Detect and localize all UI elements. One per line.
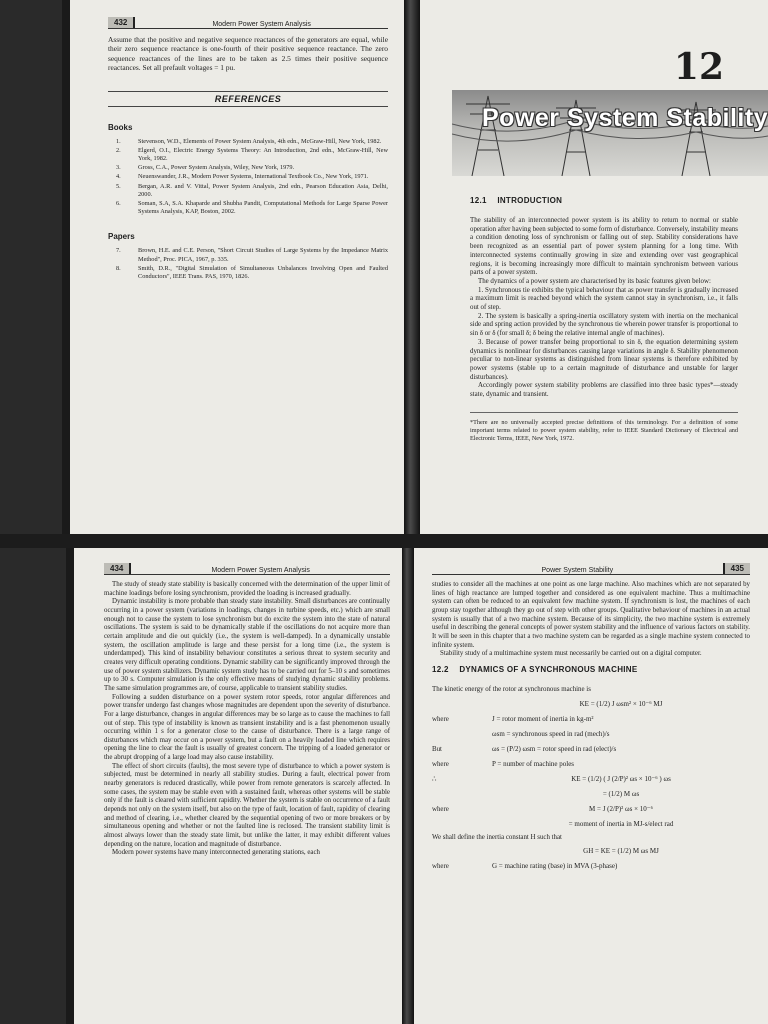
equation-ke3: = (1/2) M ωs xyxy=(602,789,640,798)
page-edge xyxy=(66,548,74,1024)
book-spine xyxy=(402,548,414,1024)
page-432 xyxy=(70,0,410,534)
equation-where: where P = number of machine poles xyxy=(432,759,575,768)
page-chapter-12 xyxy=(420,0,768,534)
books-heading: Books xyxy=(108,122,133,132)
chapter-title: Power System Stability xyxy=(482,104,768,132)
paragraph: Stability study of a multimachine system must necessarily be carried out on a digital computer. xyxy=(440,650,702,658)
papers-heading: Papers xyxy=(108,232,135,242)
equation-ke: KE = (1/2) J ωsm² × 10⁻⁶ MJ xyxy=(579,699,663,708)
section-heading xyxy=(470,196,738,205)
list-item: 2. Elgerd, O.I., Electric Energy Systems Theory: An Introduction, 2nd edn., McGraw-Hill, New York, 1982. xyxy=(116,146,388,163)
section-heading xyxy=(432,665,750,674)
transmission-tower-icon xyxy=(452,90,768,176)
paragraph: The stability of an interconnected power system is its ability to return to normal or stable operation after having been subjected to some form of disturbance. Conversely, instability means a condition denoting loss of synchronism or falling out of step. Stability considerations have been recognized as an essential part of power system planning for a long time. With interconnected systems continually growing in size and extending over vast geographical regions, it is becoming increasingly more difficult to maintain synchronism between various parts of a power system. xyxy=(470,217,738,277)
running-head-title: Power System Stability xyxy=(541,567,614,574)
equation-ke2: ∴ KE = (1/2) ( J (2/P)² ωs × 10⁻⁶ ) ωs xyxy=(432,774,671,783)
running-header xyxy=(432,558,750,575)
book-spine xyxy=(404,0,420,534)
equation-m: where M = J (2/P)² ωs × 10⁻⁶ xyxy=(432,804,653,813)
equation-g: where G = machine rating (base) in MVA (3-phase) xyxy=(432,862,618,871)
list-item: 1. Stevenson, W.D., Elements of Power System Analysis, 4th edn., McGraw-Hill, New York, 1982. xyxy=(116,137,382,145)
running-header xyxy=(104,558,390,575)
paragraph: The study of steady state stability is basically concerned with the determination of the upper limit of machine loadings before losing synchronism, provided the loading is increased gradually. xyxy=(104,581,390,597)
section-title: INTRODUCTION xyxy=(497,196,563,205)
chapter-banner xyxy=(452,90,768,176)
paragraph: The dynamics of a power system are characterised by its basic features given below: xyxy=(478,277,711,285)
equation-where: where J = rotor moment of inertia in kg-m² xyxy=(432,714,594,723)
list-item: 8. Smith, D.R., "Digital Simulation of Simultaneous Unbalances Involving Open and Faulted Conductors", IEEE Trans. PAS, 1970, 1826. xyxy=(116,264,388,281)
page-number: 435 xyxy=(723,563,750,574)
paragraph: studies to consider all the machines at one point as one large machine. Also machines which are not separated by lines of high reactance are lumped together and considered as one equivalent machine. Thus a multimachine system can often be reduced to an equivalent few machine system. If synchronism is lost, the machines of each group stay together although they go out of step with other groups. Qualitative behaviour of machines in an actual system is usually that of a two machine system. Because of its simplicity, the two machine system is extremely useful in describing the general concepts of power system stability and the influence of various factors on stability. It will be seen in this chapter that a two machine system can be regarded as a single machine system connected to infinite system. xyxy=(432,581,750,649)
paragraph: The effect of short circuits (faults), the most severe type of disturbance to which a power system is subjected, must be determined in nearly all stability studies. During a fault, electrical power from nearby generators is reduced drastically, while power from remote generators is scarcely affected. In some cases, the system may be stable even with a sustained fault, whereas other systems will be stable only if the fault is cleared with sufficient rapidity. Whether the system is stable on occurrence of a fault depends not only on the system itself, but also on the type of fault, location of fault, rapidity of clearing and method of clearing, i.e., whether cleared by the sequential opening of two or more breakers or by simultaneous opening and whether or not the faulted line is reclosed. The transient stability limit is almost always lower than the steady state limit, but unlike the latter, it may exhibit different values depending on the nature, location and magnitude of disturbance. xyxy=(104,762,390,848)
footnote: *There are no universally accepted precise definitions of this terminology. For a definition of some important terms related to power system stability, refer to IEEE Standard Dictionary of Electrical and Electronic Terms, IEEE, New York, 1972. xyxy=(470,412,738,443)
list-item: 5. Bergan, A.R. and V. Vittal, Power System Analysis, 2nd edn., Pearson Education Asia, Delhi, 2000. xyxy=(116,182,388,198)
list-item: 4. Neuenswander, J.R., Modern Power Systems, International Textbook Co., New York, 1971. xyxy=(116,173,369,181)
page-434 xyxy=(74,548,404,1024)
page-number: 432 xyxy=(108,17,135,28)
paragraph: Accordingly power system stability problems are classified into three basic types*—steady state, dynamic and transient. xyxy=(470,382,738,399)
page-gap xyxy=(0,534,768,548)
references-heading: REFERENCES xyxy=(108,91,388,107)
running-header xyxy=(108,12,388,29)
paragraph: Dynamic instability is more probable than steady state instability. Small disturbances are continually occurring in a power system (variations in loadings, changes in turbine speeds, etc.) which are small enough not to cause the system to lose synchronism but do excite the system into the state of natural oscillations. The system is said to be dynamically stable if the oscillations do not acquire more than certain amplitude and die out quickly (i.e., the system is well-damped). In a dynamically unstable system, the oscillation amplitude is large and these persist for a long time (i.e., the system is underdamped). This kind of instability behaviour constitutes a serious threat to system security and creates very difficult operating conditions. Dynamic stability can be significantly improved through the use of power system stabilizers. Dynamic system study has to be carried out for 5–10 s and sometimes up to 30 s. Computer simulation is the only effective means of studying dynamic stability problems. The same simulation programmes are, of course, applicable to transient stability studies. xyxy=(104,598,390,692)
papers-list xyxy=(108,247,388,281)
equation-gh: GH = KE = (1/2) M ωs MJ xyxy=(583,847,659,856)
books-list xyxy=(108,138,388,217)
equation-where: ωsm = synchronous speed in rad (mech)/s xyxy=(492,729,610,738)
chapter-number: 12 xyxy=(673,46,724,88)
paragraph: 1. Synchronous tie exhibits the typical behaviour that as power transfer is gradually increased a maximum limit is reached beyond which the system cannot stay in synchronism, i.e., it falls out of step. xyxy=(470,286,738,312)
page-435 xyxy=(412,548,768,1024)
section-title: DYNAMICS OF A SYNCHRONOUS MACHINE xyxy=(459,664,638,674)
list-item: 6. Soman, S.A, S.A. Khaparde and Shubha Pandit, Computational Methods for Large Sparse Power Systems Analysis, KAP, Boston, 2002. xyxy=(116,200,388,216)
section-number: 12.2 xyxy=(432,664,449,674)
intro-paragraph: Assume that the positive and negative sequence reactances of the generators are equal, while their zero sequence reactance is one-fourth of their positive sequence reactance. The zero sequence reactances of the lines are to be taken as 2.5 times their positive sequence reactances. Set all prefault voltages = 1 pu. xyxy=(108,35,388,73)
paragraph: 2. The system is basically a spring-inertia oscillatory system with inertia on the mechanical side and spring action provided by the synchronous tie wherein power transfer is proportional to sin δ or δ (for small δ; δ being the relative internal angle of machines). xyxy=(470,312,738,338)
chapter-body xyxy=(470,196,738,443)
paragraph: Following a sudden disturbance on a power system rotor speeds, rotor angular differences and power transfer undergo fast changes whose magnitudes are dependent upon the severity of disturbance. For a large disturbance, changes in angular differences may be so large as to cause the machines to fall out of step. This type of instability is known as transient instability and is a fast phenomenon usually occurring within 1 s for a generator close to the cause of disturbance. There is a large range of disturbances which may occur on a power system, but a fault on a heavily loaded line which requires opening the line to clear the fault is usually of greatest concern. The tripping of a loaded generator or the abrupt dropping of a large load may also cause instability. xyxy=(104,693,390,762)
equation-but: But ωs = (P/2) ωsm = rotor speed in rad (elect)/s xyxy=(432,744,617,753)
section-number: 12.1 xyxy=(470,196,487,205)
paragraph: We shall define the inertia constant H such that xyxy=(432,833,562,841)
running-head-title: Modern Power System Analysis xyxy=(212,21,311,28)
paragraph: 3. Because of power transfer being proportional to sin δ, the equation determining system dynamics is nonlinear for disturbances causing large variations in angle δ. Stability phenomenon peculiar to non-linear systems as distinguished from linear systems is therefore exhibited by power systems (stable up to a certain magnitude of disturbance and unstable for larger disturbances). xyxy=(470,338,738,381)
list-item: 7. Brown, H.E. and C.E. Person, "Short Circuit Studies of Large Systems by the Impedance Matrix Method", Proc. PICA, 1967, p. 335. xyxy=(116,247,388,263)
paragraph: The kinetic energy of the rotor at synchronous machine is xyxy=(432,685,591,693)
page-edge xyxy=(62,0,70,534)
equation-m-desc: = moment of inertia in MJ-s/elect rad xyxy=(568,819,674,828)
paragraph: Modern power systems have many interconnected generating stations, each xyxy=(112,849,320,857)
page-number: 434 xyxy=(104,563,131,574)
list-item: 3. Gross, C.A., Power System Analysis, Wiley, New York, 1979. xyxy=(116,164,295,172)
running-head-title: Modern Power System Analysis xyxy=(211,567,310,574)
